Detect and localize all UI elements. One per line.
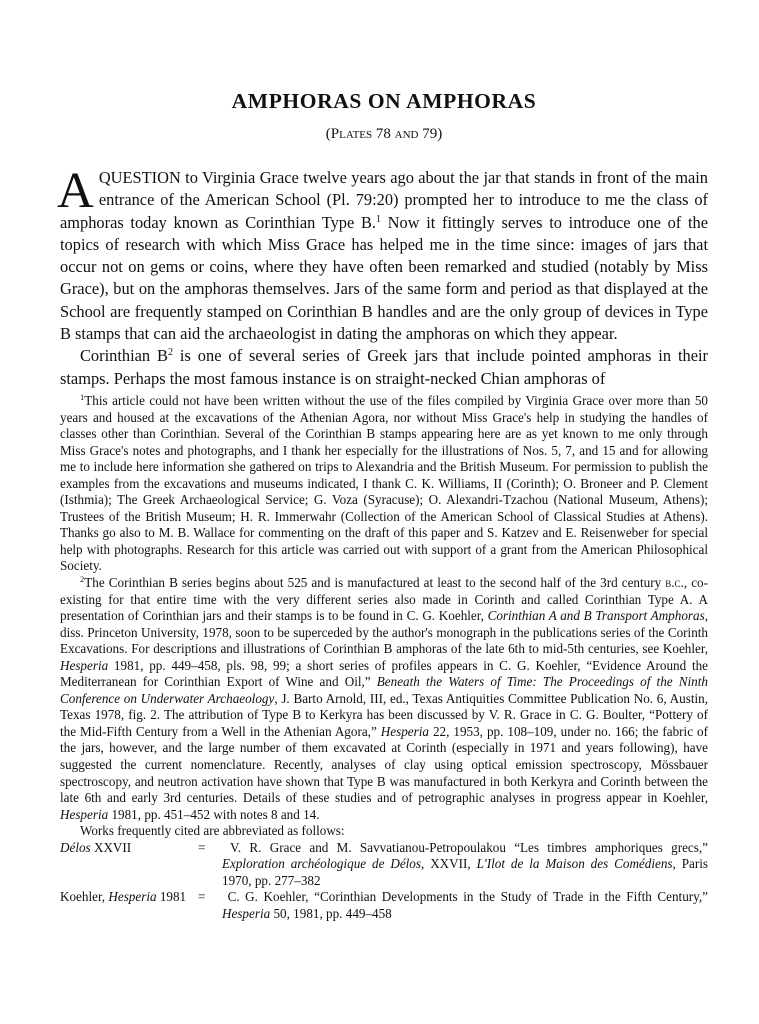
- abbreviation-key-text: XXVII: [90, 839, 132, 855]
- abbreviation-key: [60, 889, 210, 922]
- paragraph-1-text-cont: Now it fittingly serves to introduce one of the topics of research with which Miss Grace has helped me in the time since: images of jars that occur not on gems or coins, where they have often been remarked and studied (notably by Miss Grace), but on the amphoras themselves. Jars of the same form and period as that displayed at the School are frequently stamped on Corinthian B handles and are the only group of devices in Type B stamps that can aid the archaeologist in dating the amphoras on which they appear.: [60, 212, 708, 344]
- plates-close-paren: ): [437, 126, 443, 142]
- abbreviations-intro: Works frequently cited are abbreviated as follows:: [80, 823, 345, 839]
- abbreviation-value: [198, 889, 708, 922]
- paragraph-2-text: Corinthian B: [80, 346, 168, 366]
- plates-open-paren: (: [325, 126, 331, 142]
- abbreviation-koehler: [60, 889, 708, 922]
- paragraph-1-text: QUESTION to Virginia Grace twelve years ago about the jar that stands in front of the main entrance of the American School (Pl. 79:20) prompted her to introduce to me the class of amphoras today known as Corinthian Type B.: [60, 168, 708, 232]
- footnote-2-italic: Hesperia: [60, 657, 109, 673]
- footnote-2-italic: Corinthian A and B Transport Amphoras: [487, 608, 705, 624]
- abbreviation-text: 50, 1981, pp. 449–458: [270, 905, 392, 921]
- footnote-2-italic: Hesperia: [380, 723, 429, 739]
- drop-cap: A: [57, 163, 94, 219]
- abbreviation-text: , XXVII,: [421, 856, 477, 872]
- equals-sign: =: [198, 839, 206, 855]
- page: [57, 88, 708, 922]
- abbreviation-text: V. R. Grace and M. Savvatianou-Petropoulakou “Les timbres amphoriques grecs,”: [222, 839, 708, 855]
- paragraph-2-text-cont: is one of several series of Greek jars that include pointed amphoras in their stamps. Perhaps the most famous instance is on straight-necked Chian amphoras of: [60, 346, 708, 388]
- abbreviation-text: C. G. Koehler, “Corinthian Developments in the Study of Trade in the Fifth Century,”: [222, 889, 708, 905]
- footnote-2-text: , diss. Princeton University, 1978, soon to be superceded by the author's monograph in the publications series of the Corinth Excavations. For descriptions and illustrations of Corinthian B amphoras of the late 6th to mid-5th centuries, see Koehler,: [60, 608, 708, 657]
- footnote-2-italic: Hesperia: [60, 806, 109, 822]
- abbreviation-italic: L'Ilot de la Maison des Comédiens: [476, 856, 673, 872]
- footnote-2-italic: Beneath the Waters of Time: The Proceedings of the Ninth Conference on Underwater Archaeology: [60, 674, 708, 706]
- abbreviation-value: [198, 839, 708, 890]
- plates-text: Plates 78 and 79: [330, 126, 438, 142]
- body-paragraph-1: [57, 163, 708, 345]
- footnote-2-text: The Corinthian B series begins about 525 and is manufactured at least to the second half of the 3rd century: [84, 574, 666, 590]
- footnote-2-text: 1981, pp. 451–452 with notes 8 and 14.: [108, 806, 320, 822]
- abbreviation-italic: Hesperia: [222, 905, 271, 921]
- plates-reference: [60, 124, 708, 144]
- footnotes: [60, 393, 708, 923]
- footnote-ref-1[interactable]: 1: [375, 213, 381, 225]
- footnote-1-number: 1: [80, 391, 85, 402]
- footnote-2-bc: b.c.: [665, 574, 684, 590]
- footnote-ref-2[interactable]: 2: [167, 347, 173, 359]
- equals-sign: =: [198, 889, 206, 905]
- footnote-2-number: 2: [80, 573, 85, 584]
- footnote-1: [60, 393, 708, 575]
- abbreviation-key-italic: Délos: [60, 839, 91, 855]
- abbreviation-key-italic: Hesperia: [108, 889, 157, 905]
- footnote-2: [60, 575, 708, 823]
- footnote-1-text: This article could not have been written without the use of the files compiled by Virginia Grace over more than 50 years and housed at the excavations of the Athenian Agora, nor without Miss Grace's help in studying the handles of classes other than Corinthian. Several of the Corinthian B stamps appearing here are as yet known to me only through Miss Grace's notes and photographs, and I thank her especially for the illustrations of Nos. 5, 7, and 15 and for allowing me to include here information she gathered on trips to Alexandria and the British Museum. For permission to publish the examples from the excavations and museums indicated, I thank C. K. Williams, II (Corinth); O. Broneer and P. Clement (Isthmia); The Greek Archaeological Service; G. Voza (Syracuse); O. Alexandri-Tzachou (National Museum, Athens); Trustees of the British Museum; H. R. Immerwahr (Collection of the American School of Classical Studies at Athens). Thanks go also to M. B. Wallace for commenting on the draft of this paper and S. Katzev and E. Reisenweber for special help with photographs. Research for this article was carried out with support of a grant from the American Philosophical Society.: [60, 392, 708, 574]
- footnote-2-text: , co-existing for that entire time with the very different series also made in Corinth and called Corinthian Type A. A presentation of Corinthian jars and their stamps is to be found in C. G. Koehler,: [60, 574, 708, 624]
- footnote-2-text: 22, 1953, pp. 108–109, under no. 166; the fabric of the jars, however, and the large number of them excavated at Corinth (especially in 1971 and years following), have suggested the current nomenclature. Recently, analyses of clay using optical emission spectroscopy, Mössbauer spectroscopy, and neutron activation have shown that Type B was manufactured in both Kerkyra and Corinth between the late 6th and early 3rd centuries. Details of these studies and of petrographic analyses in progress appear in Koehler,: [60, 723, 708, 806]
- abbreviation-key-text: Koehler,: [60, 889, 109, 905]
- footnote-2-text: , J. Barto Arnold, III, ed., Texas Antiquities Committee Publication No. 6, Austin, Texas 1978, fig. 2. The attribution of Type B to Kerkyra has been discussed by V. R. Grace in C. G. Boulter, “Pottery of the Mid-Fifth Century from a Well in the Athenian Agora,”: [60, 690, 708, 739]
- abbreviation-key: [60, 840, 210, 890]
- footnote-2-text: 1981, pp. 449–458, pls. 98, 99; a short series of profiles appears in C. G. Koehler, “Evidence Around the Mediterranean for Corinthian Export of Wine and Oil,”: [60, 657, 708, 690]
- body-paragraph-2: [60, 345, 708, 390]
- abbreviation-delos: [60, 840, 708, 890]
- article-title: AMPHORAS ON AMPHORAS: [231, 89, 537, 113]
- abbreviation-text: , Paris 1970, pp. 277–382: [222, 856, 708, 888]
- abbreviation-italic: Exploration archéologique de Délos: [222, 856, 421, 872]
- abbreviation-key-text: 1981: [156, 889, 187, 905]
